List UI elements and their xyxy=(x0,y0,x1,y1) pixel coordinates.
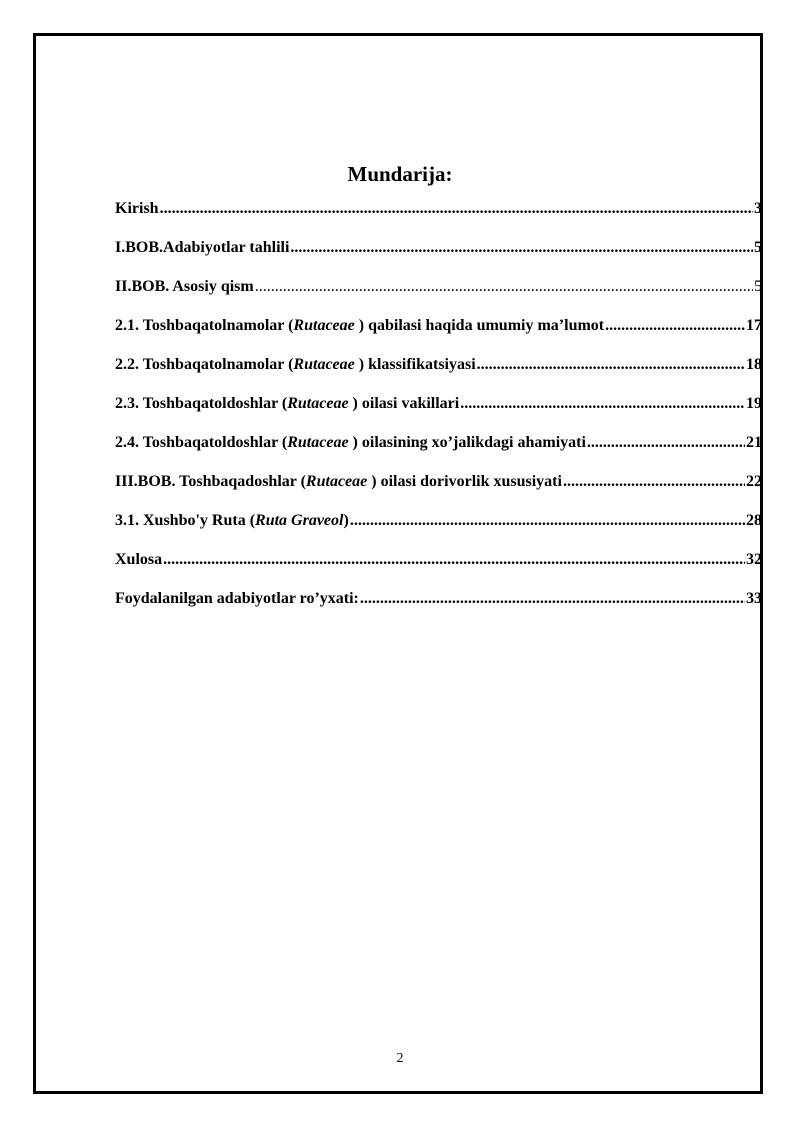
toc-entry-page: 3 xyxy=(754,200,762,217)
toc-entry-3-1[interactable] xyxy=(115,509,762,548)
dot-leader xyxy=(563,470,745,494)
toc-entry-page: 17 xyxy=(746,317,762,334)
toc-entry-label: Kirish xyxy=(115,200,159,217)
toc-entry-label: I.BOB.Adabiyotlar tahlili xyxy=(115,239,290,256)
toc-entry-asosiy-qism[interactable] xyxy=(115,275,762,314)
dot-leader xyxy=(605,314,745,338)
toc-entry-page: 5 xyxy=(754,239,762,256)
toc-entry-adabiyotlar-royxati[interactable] xyxy=(115,587,762,626)
dot-leader xyxy=(255,275,753,299)
toc-entry-dorivorlik[interactable] xyxy=(115,470,762,509)
toc-entry-page: 19 xyxy=(746,395,762,412)
toc-entry-label: 2.2. Toshbaqatolnamolar (Rutaceae ) klassifikatsiyasi xyxy=(115,356,476,373)
toc-entry-2-2[interactable] xyxy=(115,353,762,392)
dot-leader xyxy=(163,548,745,572)
toc-entry-label: Foydalanilgan adabiyotlar ro’yxati: xyxy=(115,590,359,607)
toc-entry-page: 5 xyxy=(754,278,762,295)
toc-entry-label: 3.1. Xushbo'y Ruta (Ruta Graveol) xyxy=(115,512,349,529)
toc-entry-label: III.BOB. Toshbaqadoshlar (Rutaceae ) oilasi dorivorlik xususiyati xyxy=(115,473,562,490)
toc-entry-page: 18 xyxy=(746,356,762,373)
toc-entry-2-4[interactable] xyxy=(115,431,762,470)
dot-leader xyxy=(460,392,745,416)
dot-leader xyxy=(477,353,745,377)
toc-entry-2-1[interactable] xyxy=(115,314,762,353)
toc-entry-page: 22 xyxy=(746,473,762,490)
toc-title: Mundarija: xyxy=(347,162,453,186)
toc-entry-page: 28 xyxy=(746,512,762,529)
toc-entry-adabiyotlar-tahlili[interactable] xyxy=(115,236,762,275)
toc-entry-xulosa[interactable] xyxy=(115,548,762,587)
toc-entry-label: 2.3. Toshbaqatoldoshlar (Rutaceae ) oilasi vakillari xyxy=(115,395,460,412)
toc-entry-label: Xulosa xyxy=(115,551,163,568)
dot-leader xyxy=(587,431,745,455)
toc-entry-label: 2.4. Toshbaqatoldoshlar (Rutaceae ) oilasining xo’jalikdagi ahamiyati xyxy=(115,434,586,451)
dot-leader xyxy=(290,236,753,260)
page-number: 2 xyxy=(396,1051,404,1066)
toc-entry-label: II.BOB. Asosiy qism xyxy=(115,278,254,295)
table-of-contents xyxy=(115,197,762,626)
toc-entry-page: 32 xyxy=(746,551,762,568)
dot-leader xyxy=(160,197,753,221)
toc-entry-label: 2.1. Toshbaqatolnamolar (Rutaceae ) qabilasi haqida umumiy ma’lumot xyxy=(115,317,605,334)
dot-leader xyxy=(350,509,745,533)
toc-entry-kirish[interactable] xyxy=(115,197,762,236)
toc-entry-2-3[interactable] xyxy=(115,392,762,431)
dot-leader xyxy=(360,587,745,611)
toc-entry-page: 33 xyxy=(746,590,762,607)
toc-entry-page: 21 xyxy=(746,434,762,451)
